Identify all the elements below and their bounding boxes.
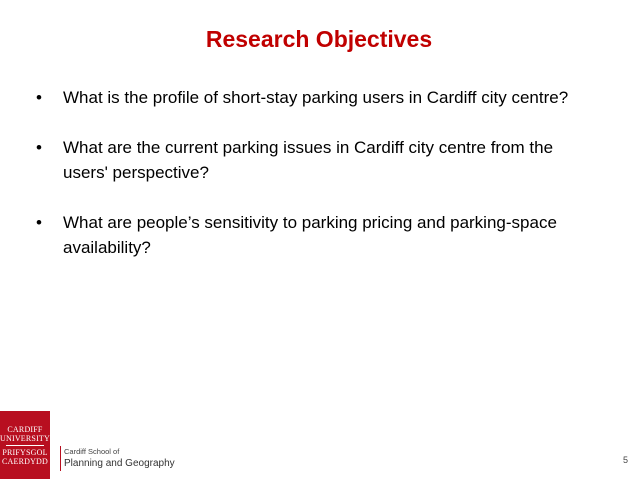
logo-line-prifysgol: PRIFYSGOL bbox=[2, 447, 48, 457]
bullet-marker: • bbox=[36, 88, 42, 107]
university-logo bbox=[0, 411, 50, 479]
footer-branding bbox=[0, 411, 175, 479]
school-label bbox=[60, 446, 175, 471]
logo-line-cardiff: CARDIFF bbox=[7, 424, 43, 434]
bullet-item bbox=[36, 210, 601, 260]
bullet-item bbox=[36, 135, 601, 185]
bullet-text: What are people’s sensitivity to parking pricing and parking-space availability? bbox=[63, 213, 557, 257]
school-name: Planning and Geography bbox=[64, 458, 175, 469]
logo-line-university: UNIVERSITY bbox=[0, 433, 50, 443]
bullet-list bbox=[36, 85, 601, 285]
bullet-text: What is the profile of short-stay parking users in Cardiff city centre? bbox=[63, 88, 569, 107]
logo-line-caerdydd: CAERDYDD bbox=[1, 456, 49, 466]
slide-title: Research Objectives bbox=[205, 26, 433, 52]
page-number: 5 bbox=[622, 455, 628, 465]
bullet-marker: • bbox=[36, 213, 42, 232]
bullet-marker: • bbox=[36, 138, 42, 157]
bullet-item bbox=[36, 85, 601, 110]
bullet-text: What are the current parking issues in Cardiff city centre from the users' perspective? bbox=[63, 138, 554, 182]
school-prefix: Cardiff School of bbox=[64, 447, 120, 456]
logo-divider bbox=[6, 445, 44, 446]
